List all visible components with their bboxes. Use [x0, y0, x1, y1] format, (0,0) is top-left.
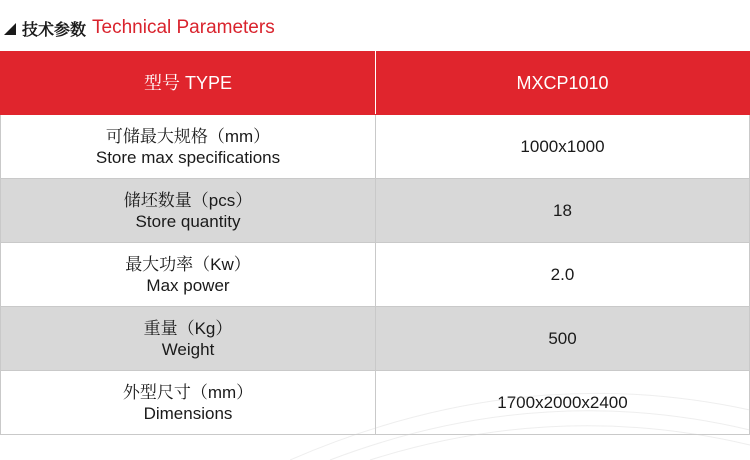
header-type-label: 型号 TYPE: [1, 52, 376, 115]
table-row: [1, 371, 750, 435]
param-value: 18: [376, 179, 750, 243]
param-label-cn: 外型尺寸（mm）: [122, 382, 254, 402]
param-label-cn: 储坯数量（pcs）: [123, 190, 253, 210]
param-value: 1000x1000: [376, 115, 750, 179]
section-title: [4, 14, 275, 42]
param-value: 2.0: [376, 243, 750, 307]
param-label: [1, 307, 376, 371]
table-row: [1, 179, 750, 243]
param-label-cn: 可储最大规格（mm）: [105, 126, 271, 146]
param-value: 500: [376, 307, 750, 371]
param-value: 1700x2000x2400: [376, 371, 750, 435]
param-label: [1, 179, 376, 243]
table-row: [1, 307, 750, 371]
triangle-marker-icon: [4, 23, 16, 35]
param-label-en: Store max specifications: [95, 147, 281, 167]
param-label: [1, 371, 376, 435]
param-label: [1, 115, 376, 179]
table-row: [1, 115, 750, 179]
param-label-en: Store quantity: [135, 211, 241, 231]
param-label-en: Weight: [161, 339, 215, 359]
param-label-en: Dimensions: [143, 403, 233, 423]
param-label-en: Max power: [146, 275, 230, 295]
param-label-cn: 最大功率（Kw）: [125, 254, 251, 274]
table-header-row: [1, 52, 750, 115]
param-label: [1, 243, 376, 307]
section-title-en: Technical Parameters: [92, 17, 275, 38]
technical-parameters-table: [0, 51, 750, 435]
header-model-value: MXCP1010: [376, 52, 750, 115]
table-row: [1, 243, 750, 307]
param-label-cn: 重量（Kg）: [143, 318, 233, 338]
section-title-cn: 技术参数: [22, 21, 87, 39]
